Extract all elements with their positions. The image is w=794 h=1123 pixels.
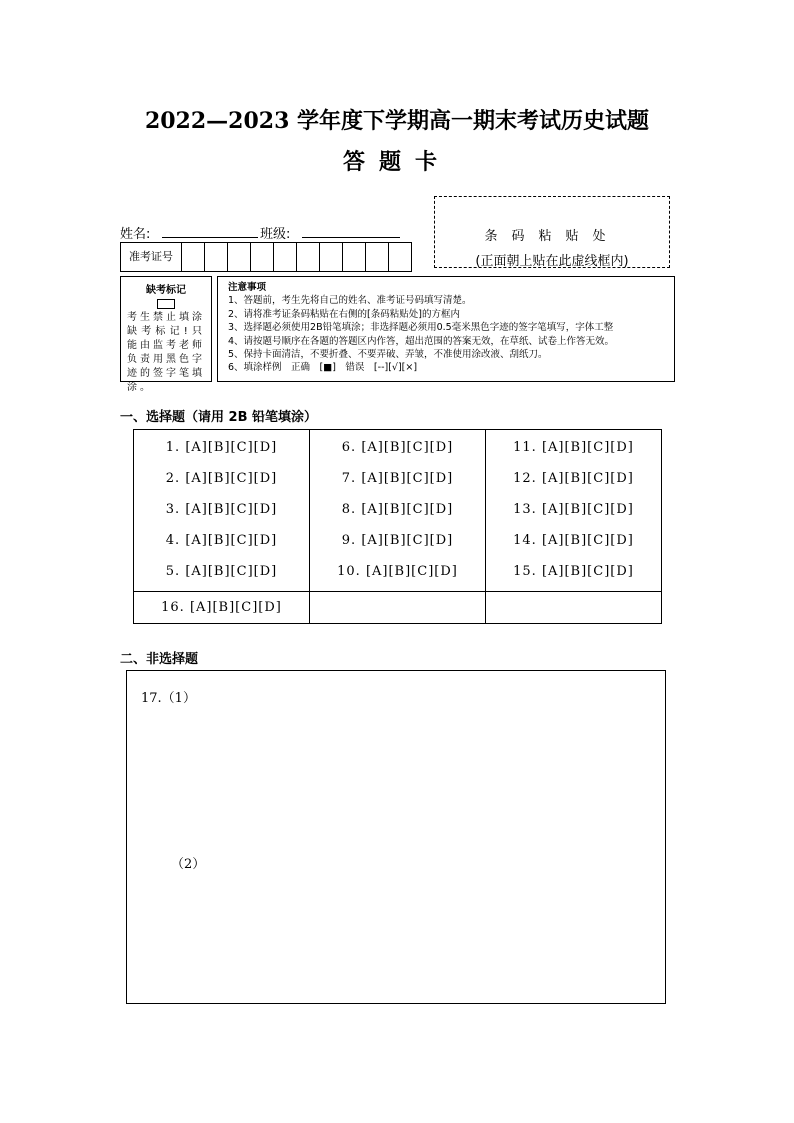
exam-id-cell[interactable] bbox=[205, 243, 228, 271]
notice-item: 1、答题前，考生先将自己的姓名、准考证号码填写清楚。 bbox=[228, 295, 472, 307]
absent-mark-box bbox=[120, 276, 212, 393]
notice-title: 注意事项 bbox=[228, 282, 267, 293]
section-choice-title: 一、选择题（请用 2B 铅笔填涂） bbox=[120, 410, 318, 425]
choice-question[interactable]: 5. [A][B][C][D] bbox=[165, 564, 278, 579]
choice-question[interactable]: 11. [A][B][C][D] bbox=[513, 440, 634, 455]
name-label: 姓名: bbox=[120, 227, 151, 242]
exam-id-box bbox=[120, 242, 412, 272]
barcode-instruction: (正面朝上贴在此虚线框内) bbox=[475, 254, 629, 269]
choice-column bbox=[134, 430, 310, 592]
empty-cell bbox=[310, 592, 486, 624]
choice-question[interactable]: 9. [A][B][C][D] bbox=[341, 533, 454, 548]
barcode-area bbox=[434, 196, 670, 268]
choice-question[interactable]: 3. [A][B][C][D] bbox=[165, 502, 278, 517]
section-nonchoice-title: 二、非选择题 bbox=[120, 652, 199, 667]
notice-item: 6、填涂样例 正确 [■] 错误 [--][√][×] bbox=[228, 362, 418, 374]
choice-grid bbox=[133, 429, 662, 624]
absent-text: 考生禁止填涂缺考标记!只能由监考老师负责用黑色字迹的签字笔填涂。 bbox=[127, 312, 205, 393]
notice-item: 3、选择题必须使用2B铅笔填涂；非选择题必须用0.5毫米黑色字迹的签字笔填写，字体工整 bbox=[228, 322, 614, 334]
name-field[interactable] bbox=[162, 223, 258, 238]
choice-question[interactable]: 10. [A][B][C][D] bbox=[337, 564, 458, 579]
notice-item: 4、请按题号顺序在各题的答题区内作答，超出范围的答案无效，在草纸、试卷上作答无效。 bbox=[228, 335, 615, 347]
barcode-title: 条码粘贴处 bbox=[484, 229, 620, 244]
answer-area-q17[interactable] bbox=[126, 670, 666, 1004]
choice-column bbox=[310, 430, 486, 592]
choice-column bbox=[486, 430, 662, 592]
exam-id-cell[interactable] bbox=[251, 243, 274, 271]
choice-question[interactable]: 1. [A][B][C][D] bbox=[165, 440, 278, 455]
choice-question[interactable]: 13. [A][B][C][D] bbox=[513, 502, 634, 517]
choice-question[interactable]: 16. [A][B][C][D] bbox=[161, 600, 282, 615]
exam-id-label: 准考证号 bbox=[121, 243, 182, 271]
exam-id-cell[interactable] bbox=[343, 243, 366, 271]
exam-id-cell[interactable] bbox=[297, 243, 320, 271]
choice-question[interactable]: 15. [A][B][C][D] bbox=[513, 564, 634, 579]
empty-cell bbox=[486, 592, 662, 624]
choice-question[interactable]: 12. [A][B][C][D] bbox=[513, 471, 634, 486]
absent-checkbox[interactable] bbox=[157, 299, 175, 309]
exam-id-cell[interactable] bbox=[182, 243, 205, 271]
choice-question[interactable]: 14. [A][B][C][D] bbox=[513, 533, 634, 548]
choice-question[interactable]: 7. [A][B][C][D] bbox=[341, 471, 454, 486]
exam-id-cell[interactable] bbox=[274, 243, 297, 271]
choice-question[interactable]: 2. [A][B][C][D] bbox=[165, 471, 278, 486]
exam-id-cell[interactable] bbox=[389, 243, 411, 271]
absent-title: 缺考标记 bbox=[146, 285, 186, 296]
q17-part1-label: 17.（1） bbox=[141, 691, 196, 706]
notice-box bbox=[217, 276, 675, 382]
class-field[interactable] bbox=[302, 223, 400, 238]
notice-item: 2、请将准考证条码粘贴在右侧的[条码粘贴处]的方框内 bbox=[228, 308, 460, 320]
choice-question[interactable]: 8. [A][B][C][D] bbox=[341, 502, 454, 517]
exam-id-cell[interactable] bbox=[320, 243, 343, 271]
choice-column bbox=[134, 592, 310, 624]
choice-question[interactable]: 6. [A][B][C][D] bbox=[341, 440, 454, 455]
class-label: 班级: bbox=[260, 227, 291, 242]
exam-id-cell[interactable] bbox=[366, 243, 389, 271]
q17-part2-label: （2） bbox=[171, 857, 206, 872]
notice-item: 5、保持卡面清洁，不要折叠、不要弄破、弄皱，不准使用涂改液、刮纸刀。 bbox=[228, 349, 548, 361]
page-subtitle: 答题卡 bbox=[342, 149, 451, 175]
page-title: 2022—2023 学年度下学期高一期末考试历史试题 bbox=[144, 108, 650, 134]
exam-id-cell[interactable] bbox=[228, 243, 251, 271]
choice-question[interactable]: 4. [A][B][C][D] bbox=[165, 533, 278, 548]
